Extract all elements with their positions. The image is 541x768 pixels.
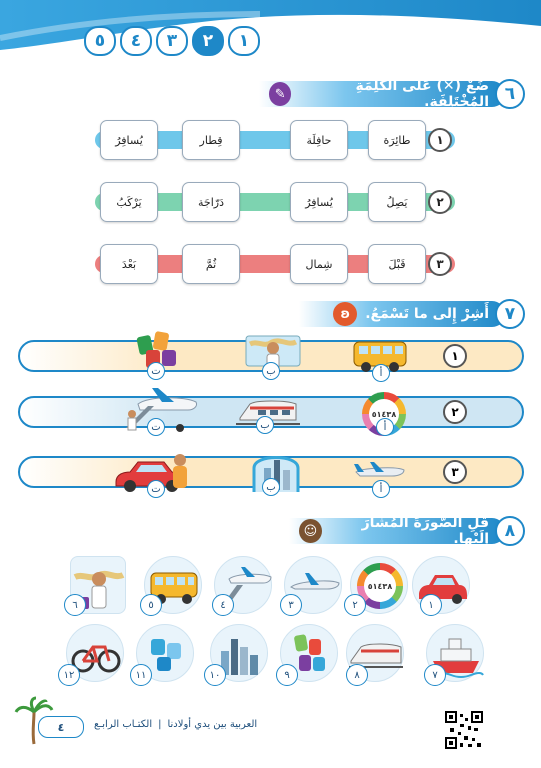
book-name: الكتـاب الرابـع bbox=[94, 719, 153, 730]
speaking-head-icon: ☺ bbox=[299, 519, 322, 543]
picture-number: ٥ bbox=[140, 594, 162, 616]
word-row-number: ٣ bbox=[428, 252, 452, 276]
section-6-title: ضَعْ (✕) عَلى الكَلِمَةِ المُخْتَلِفَةِ. bbox=[355, 78, 489, 110]
section-8-header bbox=[289, 514, 525, 548]
option-label[interactable]: ت bbox=[147, 480, 165, 498]
picture-number: ١٠ bbox=[204, 664, 226, 686]
picture-number: ٣ bbox=[280, 594, 302, 616]
picture-number: ١١ bbox=[130, 664, 152, 686]
section-6-number: ٦ bbox=[495, 79, 525, 109]
option-label[interactable]: ت bbox=[147, 362, 165, 380]
unit-tab-4[interactable]: ٤ bbox=[120, 26, 152, 56]
header-wave bbox=[0, 0, 541, 64]
series-name: العربية بين يدي أولادنا bbox=[167, 719, 258, 730]
unit-tab-3[interactable]: ٣ bbox=[156, 26, 188, 56]
word-option[interactable]: حافِلَة bbox=[290, 120, 348, 160]
picture-number: ١ bbox=[420, 594, 442, 616]
picture-number: ١٢ bbox=[58, 664, 80, 686]
option-label[interactable]: أ bbox=[376, 418, 394, 436]
word-option[interactable]: قَبْلَ bbox=[368, 244, 426, 284]
option-label[interactable]: ب bbox=[262, 478, 280, 496]
listen-row-number: ٢ bbox=[443, 400, 467, 424]
listen-row-number: ١ bbox=[443, 344, 467, 368]
word-option[interactable]: يَصِلُ bbox=[368, 182, 426, 222]
pencil-icon: ✎ bbox=[269, 82, 291, 106]
option-label[interactable]: ب bbox=[256, 416, 274, 434]
picture-number: ٨ bbox=[346, 664, 368, 686]
listen-row-number: ٣ bbox=[443, 460, 467, 484]
option-label[interactable]: أ bbox=[372, 364, 390, 382]
page-number: ٤ bbox=[38, 716, 84, 738]
picture-number: ٩ bbox=[276, 664, 298, 686]
section-8-number: ٨ bbox=[495, 516, 525, 546]
boy-icon bbox=[168, 452, 192, 490]
unit-tab-2[interactable]: ٢ bbox=[192, 26, 224, 56]
word-option[interactable]: يُسافِرُ bbox=[100, 120, 158, 160]
option-label[interactable]: أ bbox=[372, 480, 390, 498]
word-option[interactable]: قِطار bbox=[182, 120, 240, 160]
date-badge-text: ٥١٤٣٨ bbox=[364, 570, 396, 602]
word-option[interactable]: يُسافِرُ bbox=[290, 182, 348, 222]
unit-tab-1[interactable]: ١ bbox=[228, 26, 260, 56]
unit-tab-5[interactable]: ٥ bbox=[84, 26, 116, 56]
footer-separator: | bbox=[158, 719, 162, 730]
option-label[interactable]: ت bbox=[147, 418, 165, 436]
word-row-number: ٢ bbox=[428, 190, 452, 214]
picture-number: ٢ bbox=[344, 594, 366, 616]
section-6-header bbox=[259, 77, 525, 111]
section-7-header bbox=[299, 297, 525, 331]
word-option[interactable]: شِمال bbox=[290, 244, 348, 284]
word-option[interactable]: دَرّاجَة bbox=[182, 182, 240, 222]
picture-number: ٧ bbox=[424, 664, 446, 686]
ear-icon: ʚ bbox=[333, 302, 357, 326]
option-label[interactable]: ب bbox=[262, 362, 280, 380]
word-option[interactable]: بَعْدَ bbox=[100, 244, 158, 284]
word-option[interactable]: يَرْكَبُ bbox=[100, 182, 158, 222]
word-option[interactable]: طائِرَة bbox=[368, 120, 426, 160]
qr-code-icon[interactable] bbox=[444, 710, 484, 750]
picture-number: ٦ bbox=[64, 594, 86, 616]
section-8-title: قُلِ الصُّورَةَ المُشارَ إِلَيْها. bbox=[361, 515, 489, 547]
picture-number: ٤ bbox=[212, 594, 234, 616]
footer-text bbox=[94, 719, 257, 730]
word-option[interactable]: ثُمَّ bbox=[182, 244, 240, 284]
date-badge-text: ٥١٤٣٨ bbox=[369, 399, 399, 429]
word-row-number: ١ bbox=[428, 128, 452, 152]
section-7-number: ٧ bbox=[495, 299, 525, 329]
section-7-title: أَشِرْ إِلى ما تَسْمَعُ. bbox=[365, 306, 489, 322]
